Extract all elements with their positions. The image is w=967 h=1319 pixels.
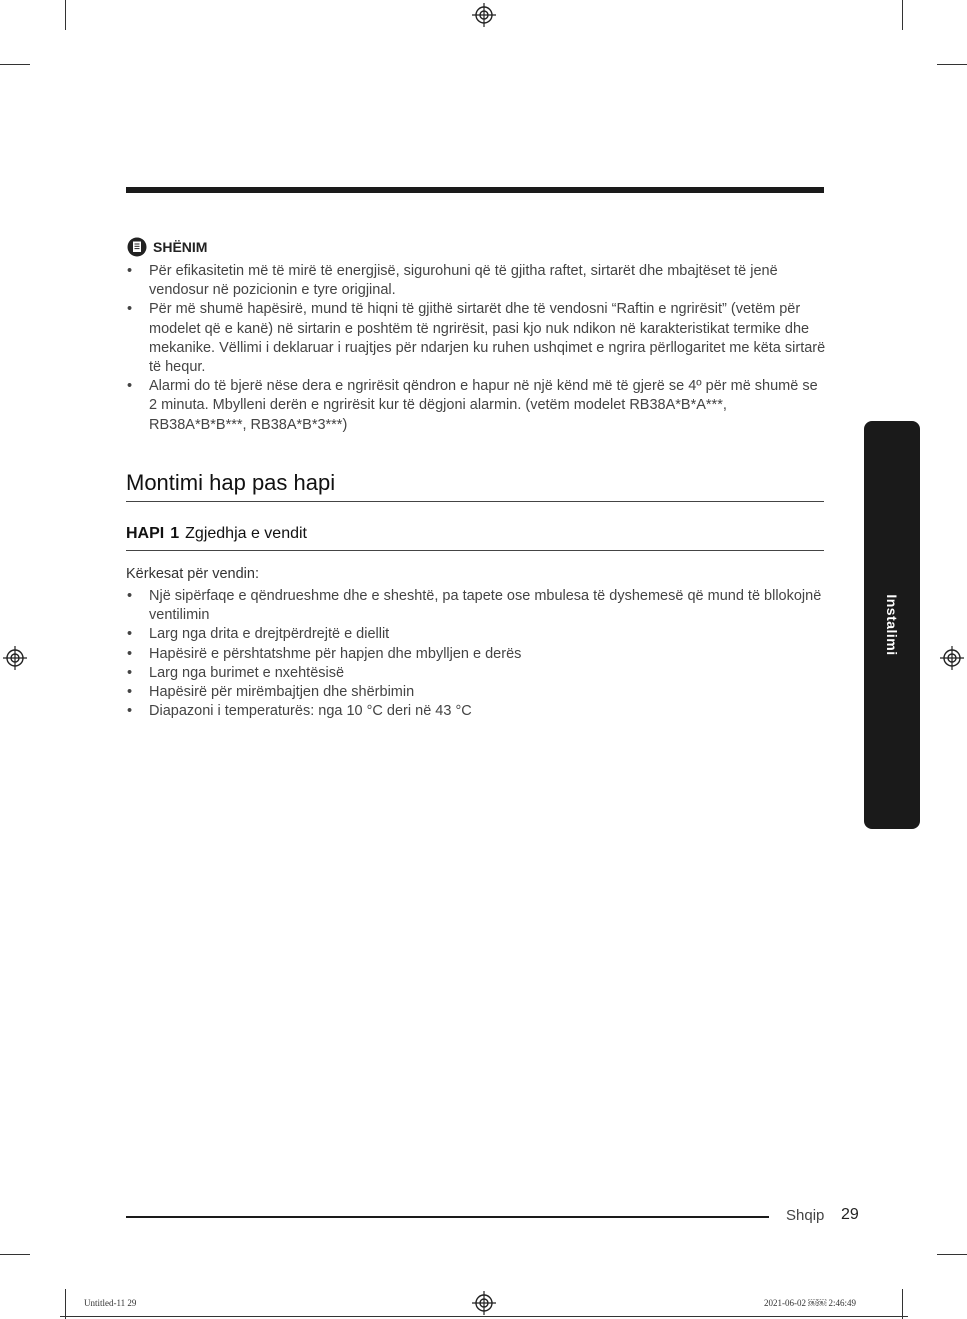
note-list [126,262,826,435]
list-item: • Larg nga drita e drejtpërdrejtë e diellit [126,625,826,644]
list-item: • Për efikasitetin më të mirë të energjisë, sigurohuni që të gjitha raftet, sirtarët dhe mbajtëset të jenë vendosur në pozicionin e tyre origjinal. [126,262,826,300]
chapter-tab-label: Instalimi [884,594,900,656]
list-item: • Për më shumë hapësirë, mund të hiqni të gjithë sirtarët dhe të vendosni “Raftin e ngrirësit” (vetëm për modelet që e kanë) në sirtarin e poshtëm të ngrirësit, pasi kjo nuk ndikon në karakteristikat termike dhe mekanike. Vëllimi i deklaruar i ruajtjes për ndarjen ku ruhen ushqimet e ngrira përllogaritet me këta sirtarë të hequr. [126,300,826,377]
crop-mark [0,64,30,65]
footer-language: Shqip [786,1207,825,1224]
crop-mark [902,0,903,30]
crop-mark [902,1289,903,1319]
note-icon [127,237,147,257]
list-item: • Hapësirë për mirëmbajtjen dhe shërbimin [126,683,826,702]
crop-mark [65,1289,66,1319]
list-item: • Hapësirë e përshtatshme për hapjen dhe mbylljen e derës [126,645,826,664]
footer-rule [126,1216,769,1218]
registration-mark-icon [472,1291,496,1315]
step-label: HAPI [126,525,165,542]
requirements-intro: Kërkesat për vendin: [126,566,259,582]
step-heading [126,525,307,543]
chapter-tab [864,421,920,829]
crop-mark [65,0,66,30]
step-title: Zgjedhja e vendit [185,525,307,542]
slug-line [60,1316,908,1317]
slug-right: 2021-06-02 ￼￼ 2:46:49 [764,1298,856,1308]
list-item: • Alarmi do të bjerë nëse dera e ngrirësit qëndron e hapur në një kënd më të gjerë se 4º për më shumë se 2 minuta. Mbylleni derën e ngrirësit kur të dëgjoni alarmin. (vetëm modelet RB38A*B*A***, RB38A*B*B***, RB38A*B*3***) [126,377,826,435]
step-number: 1 [170,525,180,542]
note-label: SHËNIM [153,239,208,255]
header-rule [126,187,824,193]
list-item: • Diapazoni i temperaturës: nga 10 °C deri në 43 °C [126,702,826,721]
note-header [127,237,207,257]
crop-mark [0,1254,30,1255]
list-item: • Një sipërfaqe e qëndrueshme dhe e sheshtë, pa tapete ose mbulesa të dyshemesë që mund të bllokojnë ventilimin [126,587,826,625]
slug-left: Untitled-11 29 [84,1298,137,1308]
list-item: • Larg nga burimet e nxehtësisë [126,664,826,683]
crop-mark [937,64,967,65]
page-number: 29 [841,1206,859,1223]
registration-mark-icon [940,646,964,670]
step-rule [126,550,824,551]
requirements-list [126,587,826,721]
registration-mark-icon [472,3,496,27]
section-title: Montimi hap pas hapi [126,470,336,495]
section-rule [126,501,824,502]
crop-mark [937,1254,967,1255]
registration-mark-icon [3,646,27,670]
